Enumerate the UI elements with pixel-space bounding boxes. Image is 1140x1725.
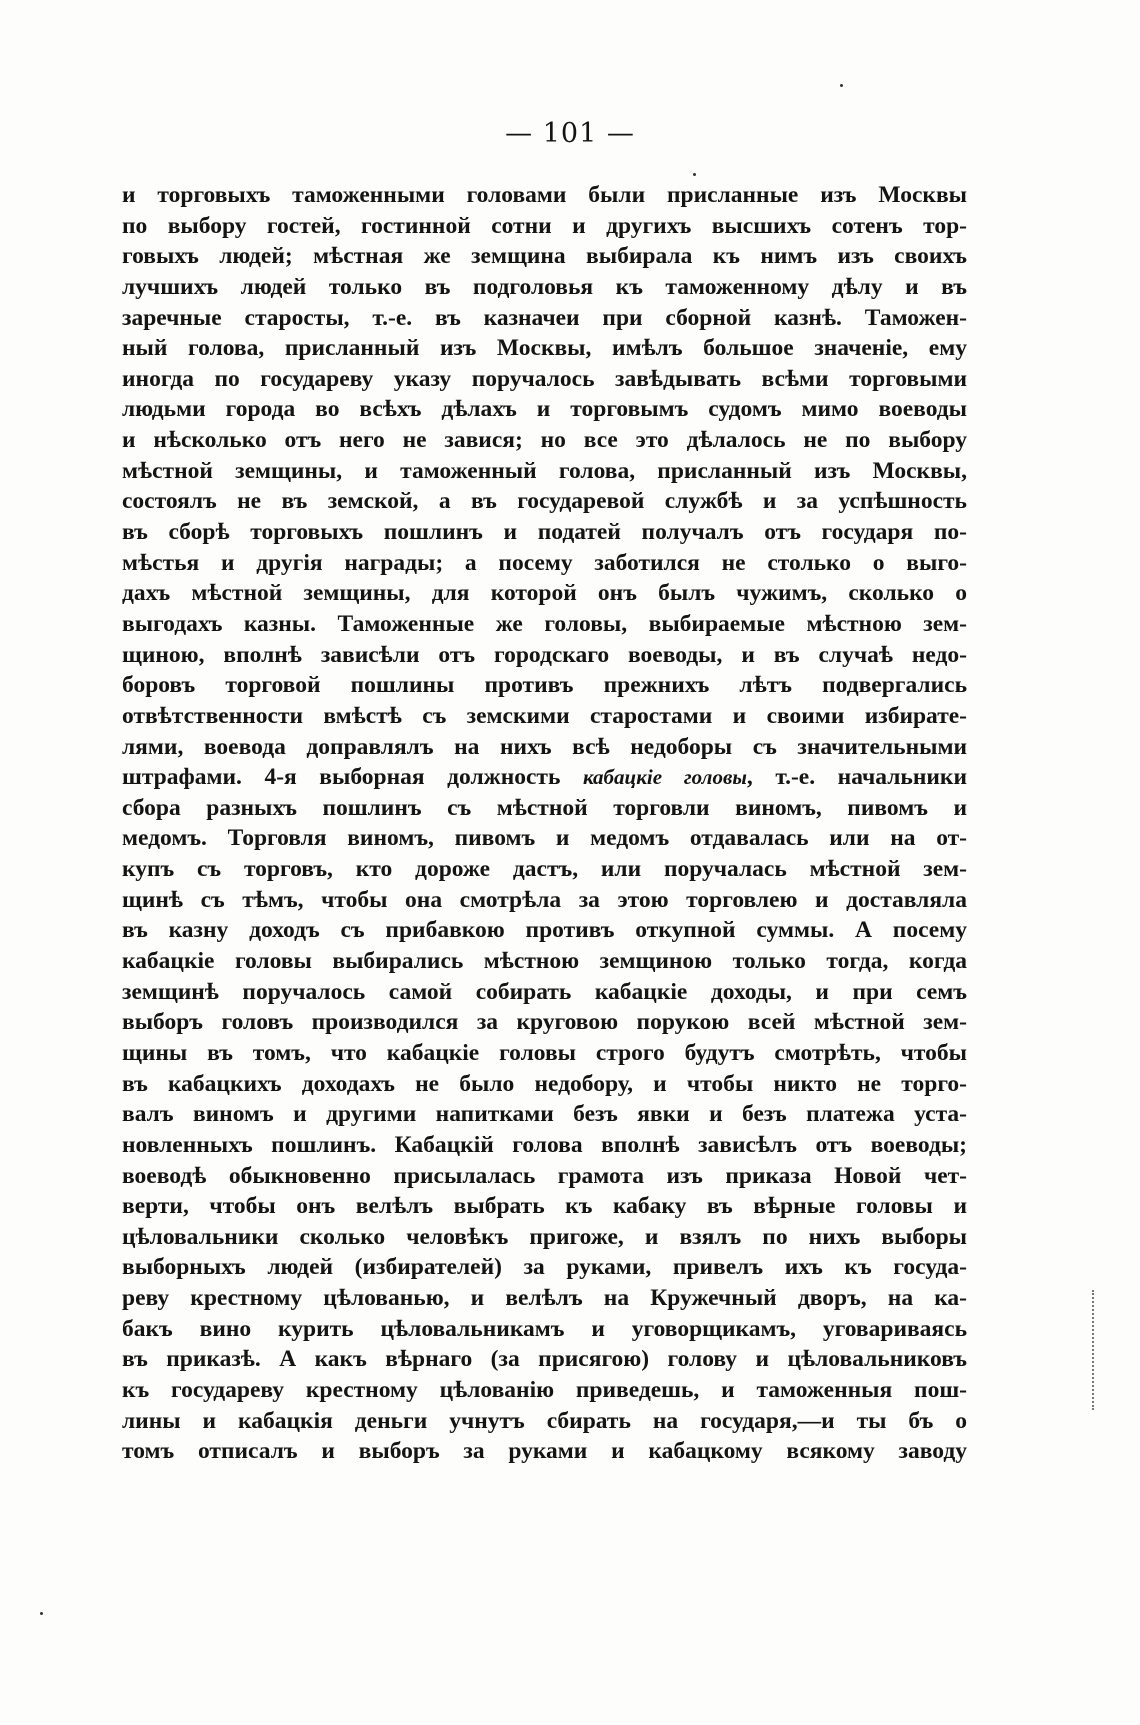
text-segment: , т.-е. начальники [746,764,967,791]
page-speck [40,1612,43,1615]
text-line [122,762,967,793]
text-line: въ кабацкихъ доходахъ не было недобору, и чтобы никто не торго- [122,1070,967,1097]
text-line: медомъ. Торговля виномъ, пивомъ и медомъ отдавалась или на от- [122,825,967,852]
text-line: купъ съ торговъ, кто дороже дастъ, или поручалась мѣстной зем- [122,856,967,883]
text-line: въ сборѣ торговыхъ пошлинъ и податей получалъ отъ государя по- [122,519,967,546]
text-line: щиною, вполнѣ зависѣли отъ городскаго воеводы, и въ случаѣ недо- [122,641,967,668]
text-line: состоялъ не въ земской, а въ государевой службѣ и за успѣшность [122,488,967,515]
text-line: томъ отписалъ и выборъ за руками и кабацкому всякому заводу [122,1438,967,1465]
text-line: отвѣтственности вмѣстѣ съ земскими старостами и своими избирате- [122,702,967,729]
text-line: новленныхъ пошлинъ. Кабацкій голова вполнѣ зависѣлъ отъ воеводы; [122,1131,967,1158]
text-line: щины въ томъ, что кабацкіе головы строго будутъ смотрѣть, чтобы [122,1039,967,1066]
text-segment: штрафами. 4-я выборная должность [122,764,583,791]
text-line: говыхъ людей; мѣстная же земщина выбирала къ нимъ изъ своихъ [122,243,967,270]
text-line: въ приказѣ. А какъ вѣрнаго (за присягою) голову и цѣловальниковъ [122,1346,967,1373]
text-line: по выбору гостей, гостинной сотни и другихъ высшихъ сотенъ тор- [122,212,967,239]
text-line: цѣловальники сколько человѣкъ пригоже, и взялъ по нихъ выборы [122,1223,967,1250]
text-line: къ государеву крестному цѣлованію приведешь, и таможенныя пош- [122,1376,967,1403]
page-number: — 101 — [505,118,635,149]
text-line: дахъ мѣстной земщины, для которой онъ былъ чужимъ, сколько о [122,580,967,607]
text-line: боровъ торговой пошлины противъ прежнихъ лѣтъ подвергались [122,672,967,699]
text-line: въ казну доходъ съ прибавкою противъ откупной суммы. А посему [122,917,967,944]
page-speck [840,84,843,87]
text-line: лины и кабацкія деньги учнутъ сбирать на государя,—и ты бъ о [122,1407,967,1434]
text-line: лями, воевода доправлялъ на нихъ всѣ недоборы съ значительными [122,733,967,760]
text-line: заречные старосты, т.-е. въ казначеи при сборной казнѣ. Таможен- [122,304,967,331]
page-speck [693,173,696,176]
text-line: мѣстной земщины, и таможенный голова, присланный изъ Москвы, [122,457,967,484]
text-line: сбора разныхъ пошлинъ съ мѣстной торговли виномъ, пивомъ и [122,794,967,821]
text-line: выборныхъ людей (избирателей) за руками, привелъ ихъ къ госуда- [122,1254,967,1281]
text-line: ный голова, присланный изъ Москвы, имѣлъ большое значеніе, ему [122,335,967,362]
text-line: бакъ вино курить цѣловальникамъ и уговорщикамъ, уговариваясь [122,1315,967,1342]
text-line: верти, чтобы онъ велѣлъ выбрать къ кабаку въ вѣрные головы и [122,1193,967,1220]
text-line: выгодахъ казны. Таможенные же головы, выбираемые мѣстною зем- [122,610,967,637]
text-line: земщинѣ поручалось самой собирать кабацкіе доходы, и при семъ [122,978,967,1005]
body-text [122,180,967,1467]
text-line: людьми города во всѣхъ дѣлахъ и торговымъ судомъ мимо воеводы [122,396,967,423]
text-line: щинѣ съ тѣмъ, чтобы она смотрѣла за этою торговлею и доставляла [122,886,967,913]
text-line: кабацкіе головы выбирались мѣстною земщиною только тогда, когда [122,948,967,975]
text-line: мѣстья и другія награды; а посему заботился не столько о выго- [122,549,967,576]
text-line: и торговыхъ таможенными головами были присланные изъ Москвы [122,182,967,208]
text-line: лучшихъ людей только въ подголовья къ таможенному дѣлу и въ [122,273,967,300]
margin-dotted-marks [1092,1290,1100,1410]
text-line: и нѣсколько отъ него не завися; но все это дѣлалось не по выбору [122,427,967,454]
text-line: валъ виномъ и другими напитками безъ явки и безъ платежа уста- [122,1101,967,1128]
text-line: иногда по государеву указу поручалось завѣдывать всѣми торговыми [122,365,967,392]
text-line: выборъ головъ производился за круговою порукою всей мѣстной зем- [122,1009,967,1036]
text-line: воеводѣ обыкновенно присылалась грамота изъ приказа Новой чет- [122,1162,967,1189]
text-line: реву крестному цѣлованью, и велѣлъ на Кружечный дворъ, на ка- [122,1285,967,1312]
italic-term: кабацкіе головы [582,765,747,790]
